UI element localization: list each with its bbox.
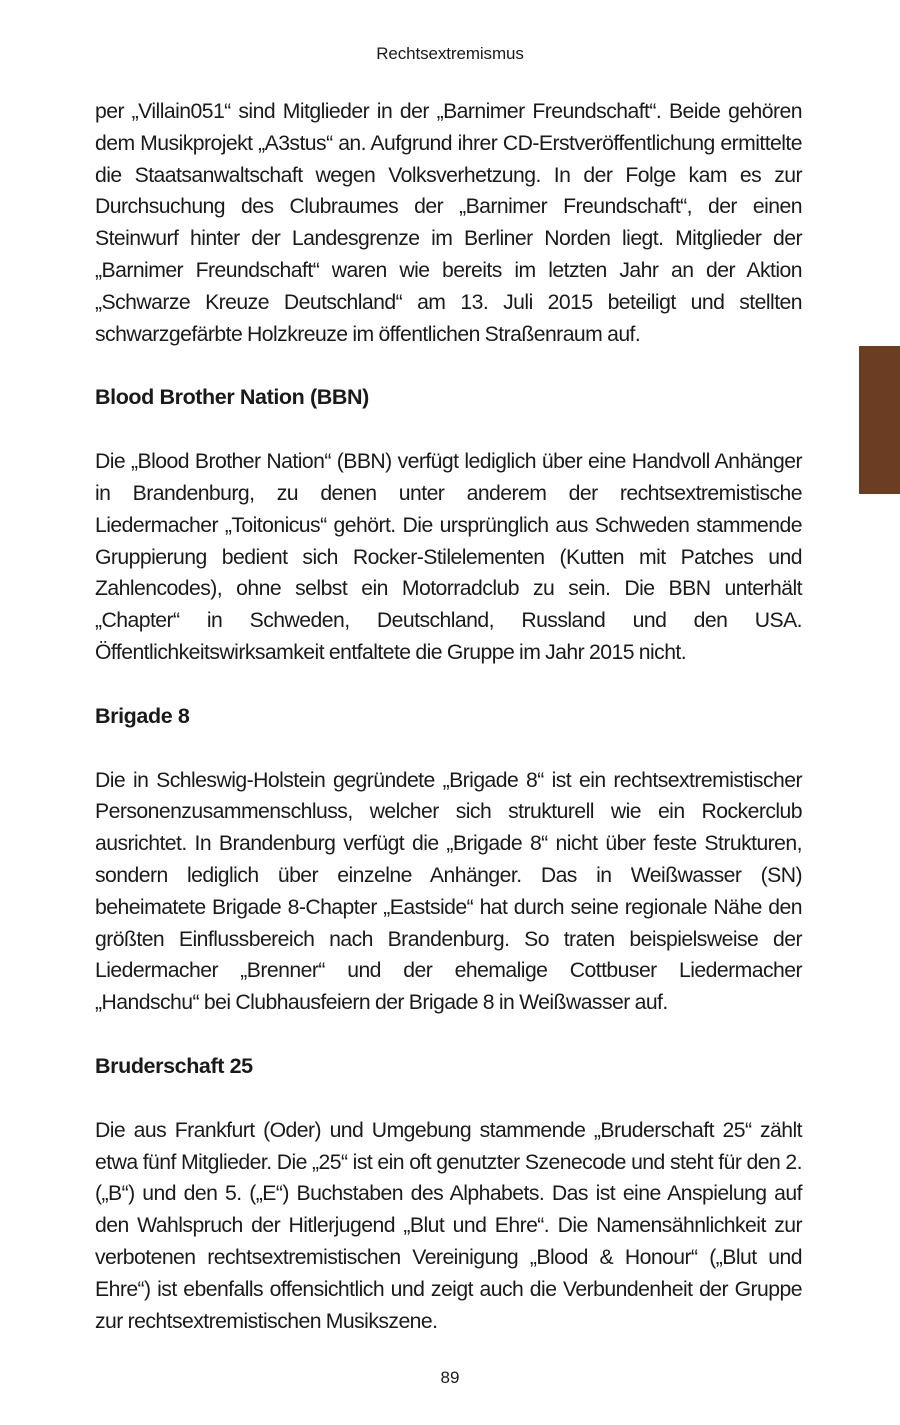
heading-blood-brother-nation: Blood Brother Nation (BBN) xyxy=(95,385,369,410)
paragraph-brigade-8: Die in Schleswig-Holstein gegründete „Brigade 8“ ist ein rechtsextremistischer Personenzusammenschluss, welcher sich strukturell wie ein Rockerclub ausrichtet. In Brandenburg verfügt die „Brigade 8“ nicht über feste Strukturen, sondern lediglich über einzelne Anhänger. Das in Weißwasser (SN) beheimatete Brigade 8-Chapter „Eastside“ hat durch seine regionale Nähe den größten Einflussbereich nach Brandenburg. So traten beispielsweise der Liedermacher „Brenner“ und der ehemalige Cottbuser Liedermacher „Handschu“ bei Clubhausfeiern der Brigade 8 in Weißwasser auf. xyxy=(95,768,802,1015)
chapter-thumb-tab xyxy=(859,346,900,494)
page-body xyxy=(95,96,802,1369)
running-head: Rechtsextremismus xyxy=(376,44,524,63)
heading-brigade-8: Brigade 8 xyxy=(95,703,190,728)
paragraph-blood-brother-nation: Die „Blood Brother Nation“ (BBN) verfügt lediglich über eine Handvoll Anhänger in Brandenburg, zu denen unter anderem der rechtsextremistische Liedermacher „Toitonicus“ gehört. Die ursprünglich aus Schweden stammende Gruppierung bedient sich Rocker-Stilelementen (Kutten mit Patches und Zahlencodes), ohne selbst ein Motorradclub zu sein. Die BBN unterhält „Chapter“ in Schweden, Deutschland, Russland und den USA. Öffentlichkeitswirksamkeit entfaltete die Gruppe im Jahr 2015 nicht. xyxy=(95,450,802,664)
paragraph-intro: per „Villain051“ sind Mitglieder in der „Barnimer Freundschaft“. Beide gehören dem Musikprojekt „A3stus“ an. Aufgrund ihrer CD-Erstveröffentlichung ermittelte die Staatsanwaltschaft wegen Volksverhetzung. In der Folge kam es zur Durchsuchung des Clubraumes der „Barnimer Freundschaft“, der einen Steinwurf hinter der Landesgrenze im Berliner Norden liegt. Mitglieder der „Barnimer Freundschaft“ waren wie bereits im letzten Jahr an der Aktion „Schwarze Kreuze Deutschland“ am 13. Juli 2015 beteiligt und stellten schwarzgefärbte Holzkreuze im öffentlichen Straßenraum auf. xyxy=(95,100,802,346)
paragraph-bruderschaft-25: Die aus Frankfurt (Oder) und Umgebung stammende „Bruderschaft 25“ zählt etwa fünf Mitglieder. Die „25“ ist ein oft genutzter Szenecode und steht für den 2. („B“) und den 5. („E“) Buchstaben des Alphabets. Das ist eine Anspielung auf den Wahlspruch der Hitlerjugend „Blut und Ehre“. Die Namensähnlichkeit zur verbotenen rechtsextremistischen Vereinigung „Blood & Honour“ („Blut und Ehre“) ist ebenfalls offensichtlich und zeigt auch die Verbundenheit der Gruppe zur rechtsextremistischen Musikszene. xyxy=(95,1118,802,1333)
page-number: 89 xyxy=(440,1368,460,1387)
heading-bruderschaft-25: Bruderschaft 25 xyxy=(95,1053,253,1078)
